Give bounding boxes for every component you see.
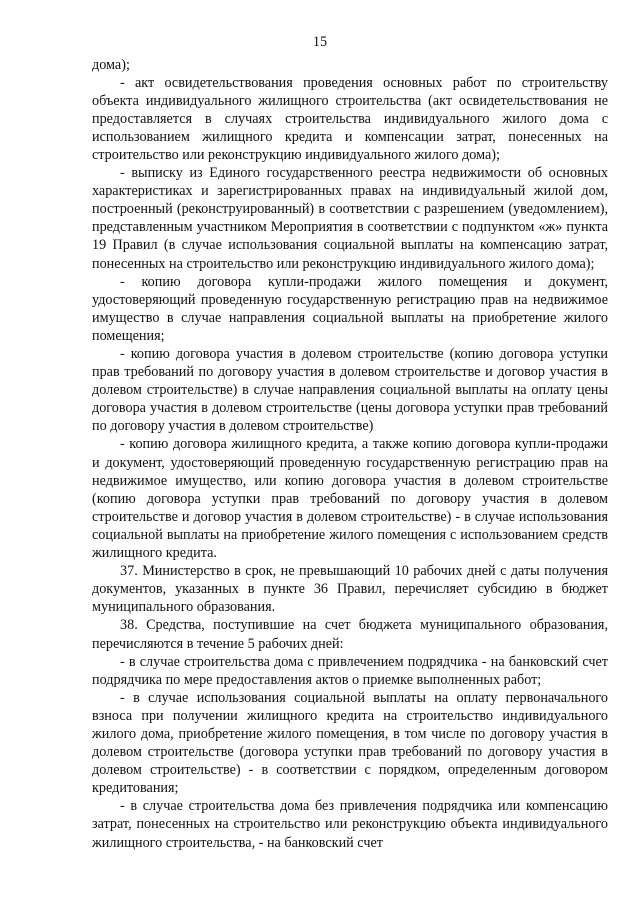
paragraph-shared-construction-contract: - копию договора участия в долевом строительстве (копию договора уступки прав требований по договору участия в долевом строительстве и договор участия в долевом строительстве) в случае направления социальной выплаты на оплату цены договора участия в долевом строительстве (цены договора уступки прав требований по договору участия в долевом строительстве) <box>92 346 608 435</box>
paragraph-housing-credit-contract: - копию договора жилищного кредита, а также копию договора купли-продажи и документ, удостоверяющий проведенную государственную регистрацию прав на недвижимое имущество, или копию договора участия в долевом строительстве (копию договора уступки прав требований по договору участия в долевом строительстве и договор участия в долевом строительстве) - в случае использования социальной выплаты на приобретение жилого помещения с использованием средств жилищного кредита. <box>92 436 608 562</box>
paragraph-continuation: дома); <box>92 56 130 73</box>
paragraph-initial-payment-case: - в случае использования социальной выплаты на оплату первоначального взноса при получении жилищного кредита на строительство индивидуального жилого дома, приобретение жилого помещения, в том числе по договору участия в долевом строительстве (договора уступки прав требований по договору участия в долевом строительстве) - в соответствии с порядком, определенным договором кредитования; <box>92 689 608 797</box>
page-number: 15 <box>312 34 328 50</box>
paragraph-contractor-case: - в случае строительства дома с привлечением подрядчика - на банковский счет подрядчика по мере предоставления актов о приемке выполненных работ; <box>92 653 608 688</box>
paragraph-inspection-act: - акт освидетельствования проведения основных работ по строительству объекта индивидуального жилищного строительства (акт освидетельствования не предоставляется в случаях строительства индивидуального жилого дома с использованием жилищного кредита и компенсации затрат, понесенных на строительство или реконструкцию индивидуального жилого дома); <box>92 74 608 163</box>
paragraph-37: 37. Министерство в срок, не превышающий 10 рабочих дней с даты получения документов, указанных в пункте 36 Правил, перечисляет субсидию в бюджет муниципального образования. <box>92 563 608 616</box>
paragraph-registry-extract: - выписку из Единого государственного реестра недвижимости об основных характеристиках и зарегистрированных правах на индивидуальный жилой дом, построенный (реконструированный) в соответствии с разрешением (уведомлением), представленным участником Мероприятия в соответствии с подпунктом «ж» пункта 19 Правил (в случае использования социальной выплаты на компенсацию затрат, понесенных на строительство или реконструкцию индивидуального жилого дома); <box>92 165 608 272</box>
paragraph-no-contractor-case: - в случае строительства дома без привлечения подрядчика или компенсацию затрат, понесенных на строительство или реконструкцию объекта индивидуального жилищного строительства, - на банковский счет <box>92 798 608 851</box>
paragraph-purchase-contract: - копию договора купли-продажи жилого помещения и документ, удостоверяющий проведенную государственную регистрацию прав на недвижимое имущество в случае направления социальной выплаты на приобретение жилого помещения; <box>92 273 608 344</box>
document-body <box>92 56 608 852</box>
paragraph-38: 38. Средства, поступившие на счет бюджета муниципального образования, перечисляются в течение 5 рабочих дней: <box>92 617 608 652</box>
